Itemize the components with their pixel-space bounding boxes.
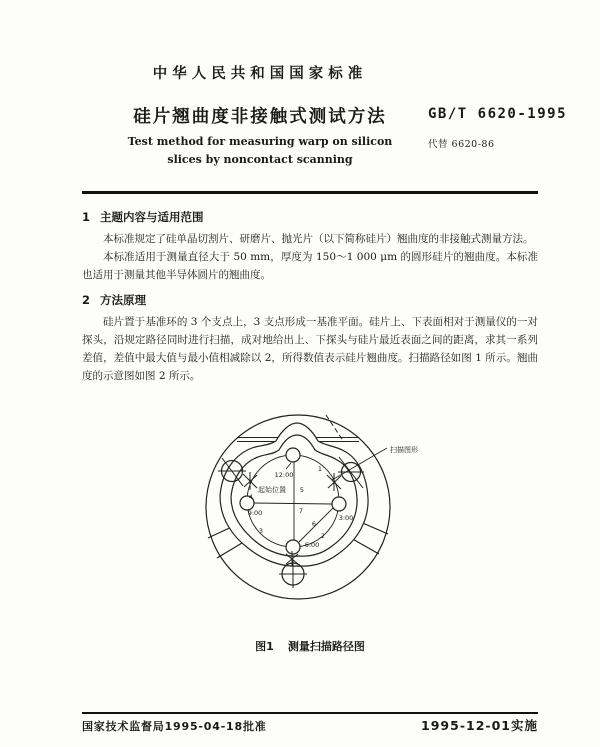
replaces-note: 代替 6620-86 <box>428 139 495 150</box>
header-divider-rule <box>82 191 538 194</box>
footer-divider-rule <box>82 712 538 714</box>
label-segment-2: 2 <box>320 532 326 540</box>
page-title: 硅片翘曲度非接触式测试方法 <box>133 107 387 127</box>
label-segment-7: 7 <box>298 507 304 515</box>
label-clock-12: 12:00 <box>274 471 294 479</box>
english-title <box>82 133 438 169</box>
section-1-title: 主题内容与适用范围 <box>100 210 204 224</box>
national-standard-header: 中华人民共和国国家标准 <box>152 66 368 82</box>
label-scan-pattern: 扫描图形 <box>390 446 418 454</box>
english-title-line1: Test method for measuring warp on silicon <box>127 135 393 148</box>
label-segment-5: 5 <box>299 486 305 494</box>
figure-1-caption-label: 图1 <box>255 640 274 653</box>
section-1-heading <box>82 209 204 225</box>
label-start-position: 起始位置 <box>258 486 286 494</box>
section-1-number: 1 <box>82 210 91 224</box>
standard-number: GB/T 6620-1995 <box>428 106 568 122</box>
paragraph: 硅片置于基准环的 3 个支点上，3 支点形成一基准平面。硅片上、下表面相对于测量仪的一对探头，沿规定路径同时进行扫描，成对地给出上、下探头与硅片最近表面之间的距离，求其一系列差值，差值中最大值与最小值相减除以 2，所得数值表示硅片翘曲度。扫描路径如图 1 所示。翘曲度的示意图如图 2 所示。 <box>82 316 538 382</box>
label-segment-4: 4 <box>248 493 254 501</box>
node-6-00 <box>286 540 300 554</box>
label-clock-9: 9:00 <box>247 509 263 517</box>
label-segment-1: 1 <box>317 465 323 473</box>
section-2-body <box>82 313 538 385</box>
section-2-heading <box>82 292 146 308</box>
node-12-00 <box>286 448 300 462</box>
paragraph: 本标准适用于测量直径大于 50 mm，厚度为 150～1 000 μm 的圆形硅片的翘曲度。本标准也适用于测量其他半导体圆片的翘曲度。 <box>82 251 538 281</box>
figure-1-caption <box>82 638 538 654</box>
section-2-title: 方法原理 <box>100 293 147 307</box>
figure-1-scan-path-diagram <box>186 408 454 613</box>
figure-1-caption-title: 测量扫描路径图 <box>287 640 365 653</box>
english-title-line2: slices by noncontact scanning <box>167 153 353 166</box>
approval-note: 国家技术监督局1995-04-18批准 <box>82 720 267 733</box>
label-clock-6: 6:00 <box>304 541 320 549</box>
paragraph: 本标准规定了硅单晶切割片、研磨片、抛光片（以下简称硅片）翘曲度的非接触式测量方法。 <box>103 233 534 245</box>
label-clock-3: 3:00 <box>338 514 354 522</box>
node-3-00 <box>332 497 346 511</box>
label-segment-3: 3 <box>258 527 264 535</box>
label-segment-6: 6 <box>311 520 317 528</box>
implementation-date: 1995-12-01实施 <box>421 718 538 733</box>
section-2-number: 2 <box>82 293 91 307</box>
section-1-body <box>82 230 538 284</box>
